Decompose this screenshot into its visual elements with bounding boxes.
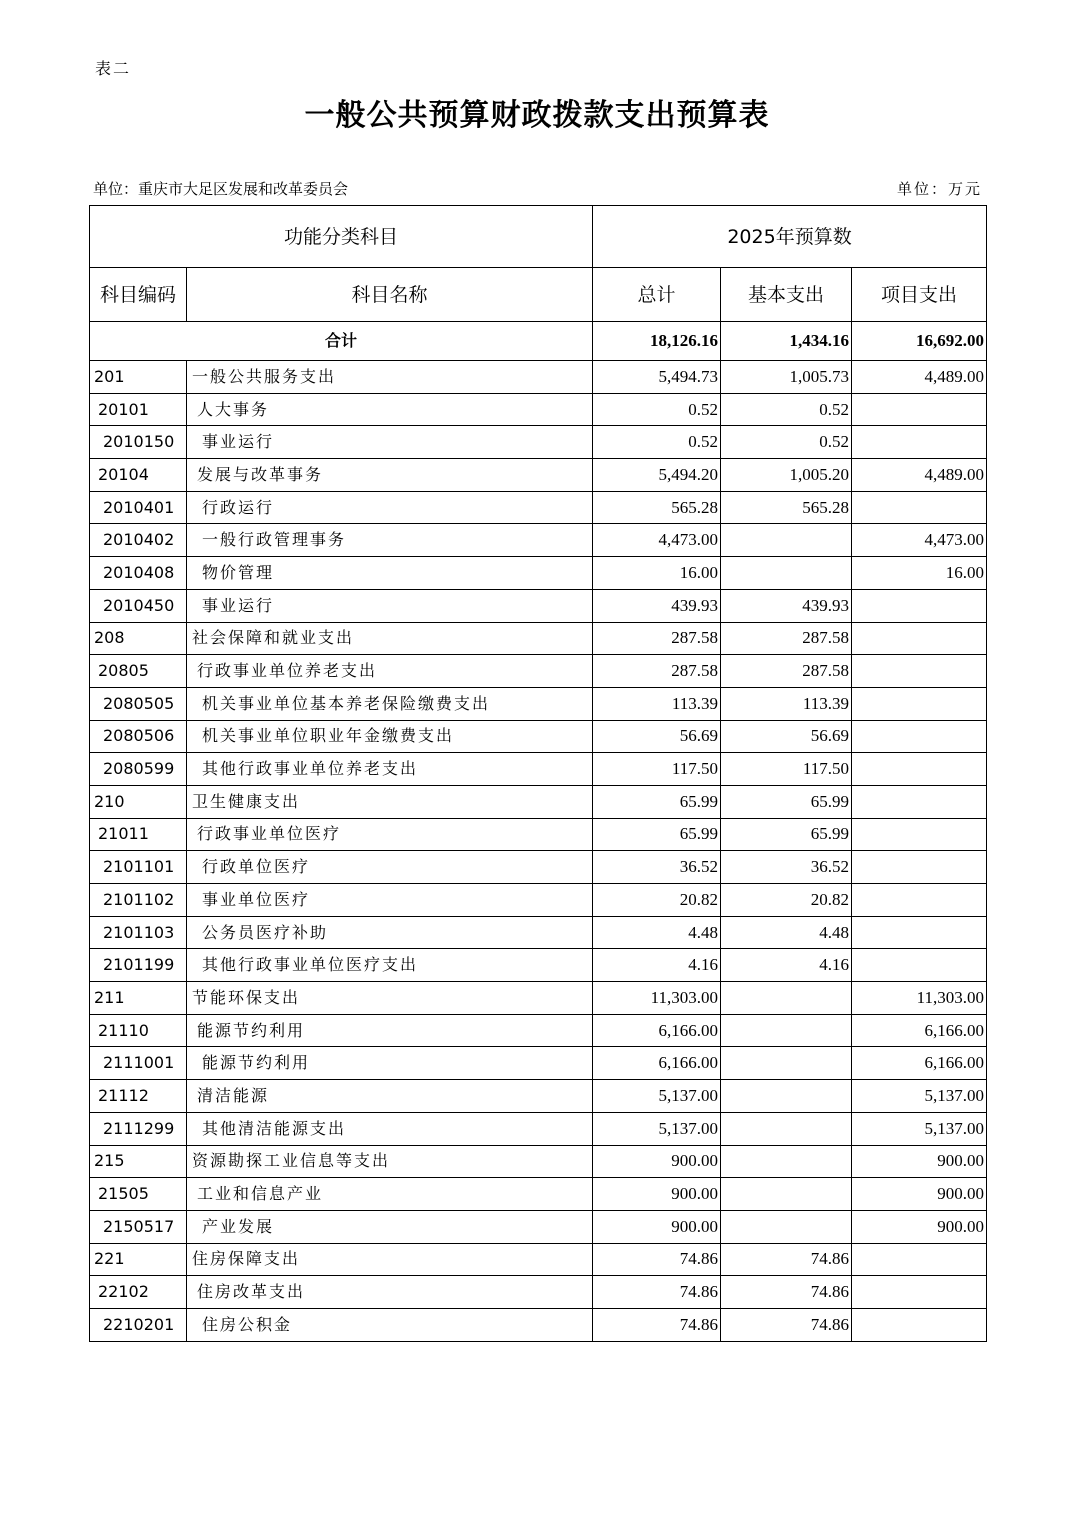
row-code: 2101199 — [90, 949, 187, 982]
row-basic: 65.99 — [721, 785, 852, 818]
total-label: 合计 — [90, 322, 593, 361]
row-total: 113.39 — [593, 687, 721, 720]
row-basic: 113.39 — [721, 687, 852, 720]
row-basic — [721, 1080, 852, 1113]
row-total: 56.69 — [593, 720, 721, 753]
page-title: 一般公共预算财政拨款支出预算表 — [304, 98, 770, 133]
row-name: 清洁能源 — [187, 1080, 593, 1113]
table-row — [90, 393, 987, 426]
row-basic — [721, 1178, 852, 1211]
row-code: 201 — [90, 361, 187, 394]
row-total: 117.50 — [593, 753, 721, 786]
row-name: 住房改革支出 — [187, 1276, 593, 1309]
row-name: 行政事业单位医疗 — [187, 818, 593, 851]
row-code: 215 — [90, 1145, 187, 1178]
row-code: 2010150 — [90, 426, 187, 459]
row-total: 565.28 — [593, 491, 721, 524]
row-code: 21011 — [90, 818, 187, 851]
row-project — [852, 753, 987, 786]
row-code: 2111001 — [90, 1047, 187, 1080]
row-project — [852, 687, 987, 720]
row-project: 5,137.00 — [852, 1080, 987, 1113]
total-sum: 18,126.16 — [593, 322, 721, 361]
table-row — [90, 1276, 987, 1309]
row-name: 一般公共服务支出 — [187, 361, 593, 394]
row-total: 900.00 — [593, 1210, 721, 1243]
row-basic: 4.16 — [721, 949, 852, 982]
row-basic: 117.50 — [721, 753, 852, 786]
table-row — [90, 491, 987, 524]
row-name: 卫生健康支出 — [187, 785, 593, 818]
table-row — [90, 1112, 987, 1145]
row-code: 2101101 — [90, 851, 187, 884]
row-project: 6,166.00 — [852, 1047, 987, 1080]
row-code: 2080506 — [90, 720, 187, 753]
row-name: 机关事业单位职业年金缴费支出 — [187, 720, 593, 753]
table-row — [90, 1178, 987, 1211]
row-name: 住房公积金 — [187, 1308, 593, 1341]
total-basic: 1,434.16 — [721, 322, 852, 361]
header-code: 科目编码 — [90, 268, 187, 322]
row-name: 能源节约利用 — [187, 1047, 593, 1080]
row-code: 2080505 — [90, 687, 187, 720]
table-row — [90, 785, 987, 818]
total-row — [90, 322, 987, 361]
row-name: 资源勘探工业信息等支出 — [187, 1145, 593, 1178]
row-total: 287.58 — [593, 655, 721, 688]
row-project — [852, 818, 987, 851]
row-project — [852, 426, 987, 459]
row-name: 机关事业单位基本养老保险缴费支出 — [187, 687, 593, 720]
row-code: 21505 — [90, 1178, 187, 1211]
table-row — [90, 459, 987, 492]
row-project — [852, 1276, 987, 1309]
table-row — [90, 818, 987, 851]
row-basic: 36.52 — [721, 851, 852, 884]
table-row — [90, 557, 987, 590]
row-project — [852, 1243, 987, 1276]
row-basic: 74.86 — [721, 1276, 852, 1309]
row-name: 住房保障支出 — [187, 1243, 593, 1276]
row-project: 11,303.00 — [852, 982, 987, 1015]
row-project: 900.00 — [852, 1210, 987, 1243]
row-total: 5,137.00 — [593, 1112, 721, 1145]
row-total: 0.52 — [593, 393, 721, 426]
row-name: 公务员医疗补助 — [187, 916, 593, 949]
row-name: 其他行政事业单位医疗支出 — [187, 949, 593, 982]
row-total: 5,494.20 — [593, 459, 721, 492]
table-row — [90, 1308, 987, 1341]
row-name: 产业发展 — [187, 1210, 593, 1243]
row-name: 事业单位医疗 — [187, 884, 593, 917]
row-total: 900.00 — [593, 1178, 721, 1211]
row-total: 5,137.00 — [593, 1080, 721, 1113]
table-row — [90, 655, 987, 688]
row-project — [852, 949, 987, 982]
row-code: 211 — [90, 982, 187, 1015]
row-name: 行政单位医疗 — [187, 851, 593, 884]
row-name: 社会保障和就业支出 — [187, 622, 593, 655]
row-basic: 74.86 — [721, 1308, 852, 1341]
row-code: 20101 — [90, 393, 187, 426]
row-code: 21110 — [90, 1014, 187, 1047]
row-project — [852, 851, 987, 884]
header-function-classification: 功能分类科目 — [90, 206, 593, 268]
row-code: 2111299 — [90, 1112, 187, 1145]
header-budget-year: 2025年预算数 — [593, 206, 987, 268]
row-name: 事业运行 — [187, 426, 593, 459]
table-row — [90, 884, 987, 917]
row-code: 2150517 — [90, 1210, 187, 1243]
row-project — [852, 589, 987, 622]
row-code: 2010450 — [90, 589, 187, 622]
header-project: 项目支出 — [852, 268, 987, 322]
row-project — [852, 393, 987, 426]
row-total: 6,166.00 — [593, 1014, 721, 1047]
row-code: 20805 — [90, 655, 187, 688]
row-project: 900.00 — [852, 1145, 987, 1178]
total-project: 16,692.00 — [852, 322, 987, 361]
row-total: 16.00 — [593, 557, 721, 590]
row-basic: 4.48 — [721, 916, 852, 949]
row-total: 36.52 — [593, 851, 721, 884]
row-total: 287.58 — [593, 622, 721, 655]
row-basic — [721, 1210, 852, 1243]
row-total: 74.86 — [593, 1243, 721, 1276]
row-basic — [721, 982, 852, 1015]
currency-unit: 单位：万元 — [896, 180, 982, 198]
row-name: 行政事业单位养老支出 — [187, 655, 593, 688]
row-basic: 1,005.73 — [721, 361, 852, 394]
row-project: 4,489.00 — [852, 361, 987, 394]
row-project — [852, 655, 987, 688]
row-name: 节能环保支出 — [187, 982, 593, 1015]
row-total: 0.52 — [593, 426, 721, 459]
document-label: 表二 — [95, 59, 132, 78]
row-project — [852, 785, 987, 818]
row-code: 2080599 — [90, 753, 187, 786]
row-project: 900.00 — [852, 1178, 987, 1211]
table-row — [90, 720, 987, 753]
row-total: 439.93 — [593, 589, 721, 622]
row-project — [852, 916, 987, 949]
table-row — [90, 1210, 987, 1243]
row-project: 4,489.00 — [852, 459, 987, 492]
table-row — [90, 1243, 987, 1276]
table-row — [90, 982, 987, 1015]
row-basic: 287.58 — [721, 655, 852, 688]
table-row — [90, 949, 987, 982]
row-basic — [721, 1112, 852, 1145]
row-name: 一般行政管理事务 — [187, 524, 593, 557]
row-project — [852, 1308, 987, 1341]
row-code: 2101102 — [90, 884, 187, 917]
row-code: 2101103 — [90, 916, 187, 949]
row-project: 4,473.00 — [852, 524, 987, 557]
row-basic: 65.99 — [721, 818, 852, 851]
row-total: 4,473.00 — [593, 524, 721, 557]
table-row — [90, 851, 987, 884]
row-total: 74.86 — [593, 1276, 721, 1309]
row-name: 行政运行 — [187, 491, 593, 524]
row-name: 其他行政事业单位养老支出 — [187, 753, 593, 786]
row-total: 65.99 — [593, 785, 721, 818]
row-name: 其他清洁能源支出 — [187, 1112, 593, 1145]
row-project — [852, 622, 987, 655]
header-row-group — [90, 206, 987, 268]
row-total: 4.16 — [593, 949, 721, 982]
row-project: 16.00 — [852, 557, 987, 590]
row-code: 2010408 — [90, 557, 187, 590]
row-basic — [721, 1014, 852, 1047]
row-basic: 0.52 — [721, 426, 852, 459]
table-row — [90, 589, 987, 622]
table-row — [90, 687, 987, 720]
row-total: 20.82 — [593, 884, 721, 917]
table-row — [90, 1145, 987, 1178]
budget-table — [89, 205, 987, 1342]
row-code: 20104 — [90, 459, 187, 492]
table-row — [90, 753, 987, 786]
row-basic — [721, 1047, 852, 1080]
row-total: 65.99 — [593, 818, 721, 851]
row-name: 物价管理 — [187, 557, 593, 590]
row-name: 能源节约利用 — [187, 1014, 593, 1047]
row-code: 2210201 — [90, 1308, 187, 1341]
row-code: 210 — [90, 785, 187, 818]
row-basic: 565.28 — [721, 491, 852, 524]
row-basic: 1,005.20 — [721, 459, 852, 492]
row-total: 4.48 — [593, 916, 721, 949]
row-code: 2010401 — [90, 491, 187, 524]
row-project: 5,137.00 — [852, 1112, 987, 1145]
header-row-columns — [90, 268, 987, 322]
row-basic — [721, 557, 852, 590]
table-row — [90, 524, 987, 557]
row-basic — [721, 1145, 852, 1178]
row-code: 22102 — [90, 1276, 187, 1309]
row-total: 11,303.00 — [593, 982, 721, 1015]
row-code: 21112 — [90, 1080, 187, 1113]
row-name: 发展与改革事务 — [187, 459, 593, 492]
row-name: 人大事务 — [187, 393, 593, 426]
row-basic: 74.86 — [721, 1243, 852, 1276]
table-row — [90, 361, 987, 394]
row-code: 208 — [90, 622, 187, 655]
row-project — [852, 720, 987, 753]
table-row — [90, 1047, 987, 1080]
table-row — [90, 426, 987, 459]
header-total: 总计 — [593, 268, 721, 322]
table-row — [90, 1080, 987, 1113]
row-project: 6,166.00 — [852, 1014, 987, 1047]
table-row — [90, 916, 987, 949]
table-row — [90, 622, 987, 655]
row-project — [852, 491, 987, 524]
table-row — [90, 1014, 987, 1047]
row-basic: 0.52 — [721, 393, 852, 426]
row-basic: 20.82 — [721, 884, 852, 917]
row-total: 5,494.73 — [593, 361, 721, 394]
row-basic: 56.69 — [721, 720, 852, 753]
row-code: 221 — [90, 1243, 187, 1276]
row-total: 74.86 — [593, 1308, 721, 1341]
row-basic: 287.58 — [721, 622, 852, 655]
row-basic — [721, 524, 852, 557]
organization-unit: 单位：重庆市大足区发展和改革委员会 — [93, 180, 349, 198]
row-total: 6,166.00 — [593, 1047, 721, 1080]
row-name: 事业运行 — [187, 589, 593, 622]
row-name: 工业和信息产业 — [187, 1178, 593, 1211]
row-code: 2010402 — [90, 524, 187, 557]
row-total: 900.00 — [593, 1145, 721, 1178]
row-basic: 439.93 — [721, 589, 852, 622]
header-basic: 基本支出 — [721, 268, 852, 322]
row-project — [852, 884, 987, 917]
header-name: 科目名称 — [187, 268, 593, 322]
